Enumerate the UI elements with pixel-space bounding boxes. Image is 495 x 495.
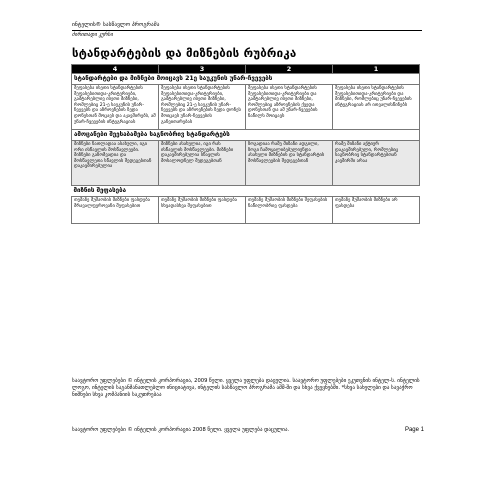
rubric-cell: თემაზე მუშაობის მიზნები არ ფასდება [333, 197, 420, 224]
header-rule [72, 30, 422, 31]
table-row [72, 197, 420, 224]
rubric-cell: შეფასება ისეთი სტანდარტების შეფასებითიდა-კრიტერიები, გამტარებლივ ისეთი მიზნები, რომლებიც 21-ე საუკუნის უნარ-ჩვევებს და აზროვნების ზედა დონეს მოიცავს უნარ-ჩვევების განვითარებას [159, 85, 246, 130]
section-header-row [72, 130, 420, 141]
copyright-notice: საავტორო უფლებები © ინტელის კორპორაცია, 2009 წელი. ყველა უფლება დაცულია. საავტორო უფლებები ეკუთვნის ინტელ-ს. ინტელის ლოგო, ინტელის საგანმანათლებლო ინიციატივა, ინტელის სასწავლო პროგრამა აშშ-ში და სხვა ქვეყნებში. *სხვა სახელები და სავაჭრო ნიშნები სხვა კომპანიის საკუთრებაა [72, 378, 420, 398]
rubric-cell: შეფასება ისეთი სტანდარტების შეფასებითიდა-კრიტერიები და მიზნები, რომლებიც უნარ-ჩვევების ინტეგრაციას არ ითვალისწინებს [333, 85, 420, 130]
page-number: Page 1 [404, 427, 424, 433]
score-2: 2 [246, 65, 333, 74]
section-standards-title: სტანდარტები და მიზნები მოიცავს 21ე საუკუნის უნარ-ჩვევებს [72, 74, 420, 85]
page-footer [72, 427, 424, 434]
rubric-table [71, 64, 420, 224]
score-1: 1 [333, 65, 420, 74]
rubric-cell: მიზნები ნათლადაა ასახული, იგი ორი ისწავლის მოსწავლეები. მიზნები გაზომვადია და მოსწავლეთა სწავლის შედეგებთან დაკავშირებულია [72, 141, 159, 186]
rubric-cell: თემაზე მუშაობის მიზნები ფასდება სხვადასხვა შეფასებით [159, 197, 246, 224]
rubric-cell: თემაზე მუშაობის მიზნები შეფასების ნაწილობრივ ფასდება [246, 197, 333, 224]
rubric-cell: მიზნები ასახულია, იგი რას ისწავლის მოსწავლეები. მიზნები დაკავშირებულია სწავლის მოსალოდნელ შედეგებთან [159, 141, 246, 186]
rubric-cell: თემაზე მუშაობის მიზნები ფასდება მრავალფეროვანი შეფასებით [72, 197, 159, 224]
section-objectives-title: ამოცანები შეესაბამება საგნობრივ სტანდარტებს [72, 130, 420, 141]
course-line: ძირითადი კურსი [72, 32, 113, 38]
table-row [72, 141, 420, 186]
section-header-row [72, 74, 420, 85]
footer-text: საავტორო უფლებები © ინტელის კორპორაცია 2008 წელი. ყველა უფლება დაცულია. [72, 427, 290, 433]
table-row [72, 85, 420, 130]
score-4: 4 [72, 65, 159, 74]
section-header-row [72, 186, 420, 197]
page-title: სტანდარტების და მიზნების რუბრიკა [72, 46, 297, 60]
document-header [72, 22, 422, 39]
rubric-cell: შეფასება ისეთი სტანდარტების შეფასებითიდა-კრიტერიები და გამტარებლივ ისეთი მიზნები, რომლებიც აზროვნების ქვედა დონესთან და ამ უნარ-ჩვევების ნაწილს მოიცავს [246, 85, 333, 130]
rubric-cell: ზოგადიაა რამე მიზანი ადგილი, ზოგი ჩამოყალიბებულიუნდა ასახული მიზნების და სტანდარტის მოსწავლეების შედეგებთან [246, 141, 333, 186]
rubric-cell: შეფასება ისეთი სტანდარტების შეფასებითიდა-კრიტერიები, გამტარებლივ ისეთი მიზნები, რომლებიც 21-ე საუკუნის უნარ-ჩვევებს და აზროვნების ზედა დონესთან მოცავს და აკავშირებს, ამ უნარ-ჩვევების ინტეგრაციას [72, 85, 159, 130]
brand-line: ინტელის® სასწავლო პროგრამა [72, 22, 160, 28]
score-3: 3 [159, 65, 246, 74]
rubric-cell: რამე მიზანი აქტიურ დაკავშირებული, რომლებიც საგნობრივ სტანდარტებთან კავშირში არაა [333, 141, 420, 186]
section-assessment-title: მიზნის შეფასება [72, 186, 420, 197]
score-header-row [72, 65, 420, 74]
